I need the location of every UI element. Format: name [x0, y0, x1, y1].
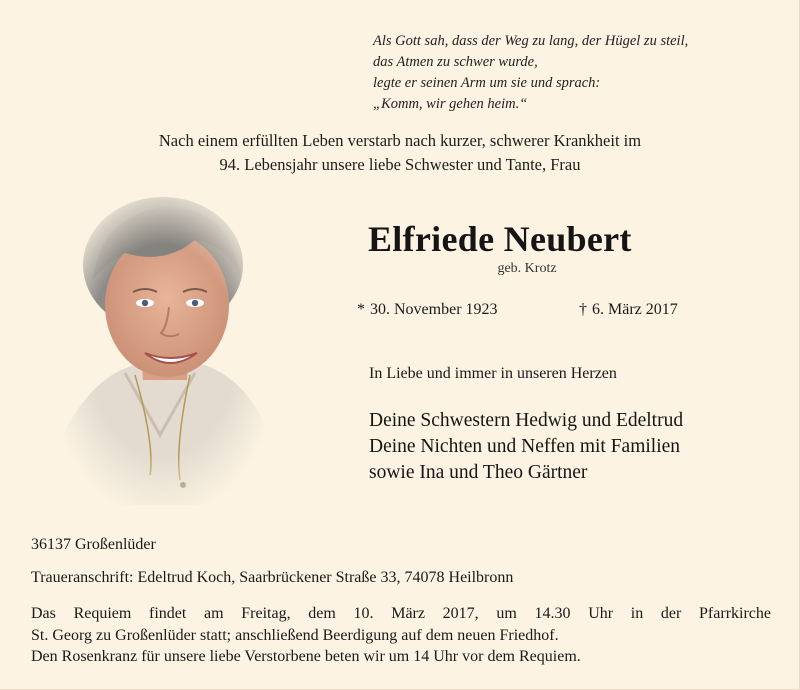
poem-line: „Komm, wir gehen heim.“ — [373, 96, 528, 112]
death-date-line — [579, 301, 678, 319]
intro-line-2: 94. Lebensjahr unsere liebe Schwester und Tante, Frau — [219, 155, 581, 174]
town-line: 36137 Großenlüder — [31, 536, 156, 553]
death-cross-icon: † — [579, 301, 587, 318]
mourner-line: Deine Schwestern Hedwig und Edeltrud — [369, 410, 684, 431]
mourner-line: Deine Nichten und Neffen mit Familien — [369, 436, 681, 457]
birth-star-icon: * — [357, 301, 365, 318]
birth-date-line — [357, 301, 498, 319]
birth-name: geb. Krotz — [497, 261, 557, 276]
intro-line-1: Nach einem erfüllten Leben verstarb nach kurzer, schwerer Krankheit im — [158, 131, 642, 150]
requiem-info — [31, 603, 771, 668]
requiem-line-1: Das Requiem findet am Freitag, dem 10. März 2017, um 14.30 Uhr in der Pfarrkirche — [31, 605, 771, 622]
mourner-line: sowie Ina und Theo Gärtner — [369, 462, 588, 483]
mourning-address: Traueranschrift: Edeltrud Koch, Saarbrückener Straße 33, 74078 Heilbronn — [31, 569, 514, 586]
mourners-list — [369, 408, 683, 486]
requiem-line-3: Den Rosenkranz für unsere liebe Verstorbene beten wir um 14 Uhr vor dem Requiem. — [31, 648, 581, 665]
poem-line: das Atmen zu schwer wurde, — [373, 54, 538, 70]
poem-line: Als Gott sah, dass der Weg zu lang, der Hügel zu steil, — [373, 33, 689, 49]
death-date: 6. März 2017 — [592, 301, 678, 318]
poem-verse — [373, 31, 688, 115]
love-line: In Liebe und immer in unseren Herzen — [369, 365, 617, 382]
birth-date: 30. November 1923 — [370, 301, 498, 318]
portrait-photo — [55, 195, 270, 505]
requiem-line-2: St. Georg zu Großenlüder statt; anschließend Beerdigung auf dem neuen Friedhof. — [31, 626, 559, 644]
deceased-name: Elfriede Neubert — [368, 219, 632, 259]
poem-line: legte er seinen Arm um sie und sprach: — [373, 75, 601, 91]
intro-text — [0, 129, 800, 177]
